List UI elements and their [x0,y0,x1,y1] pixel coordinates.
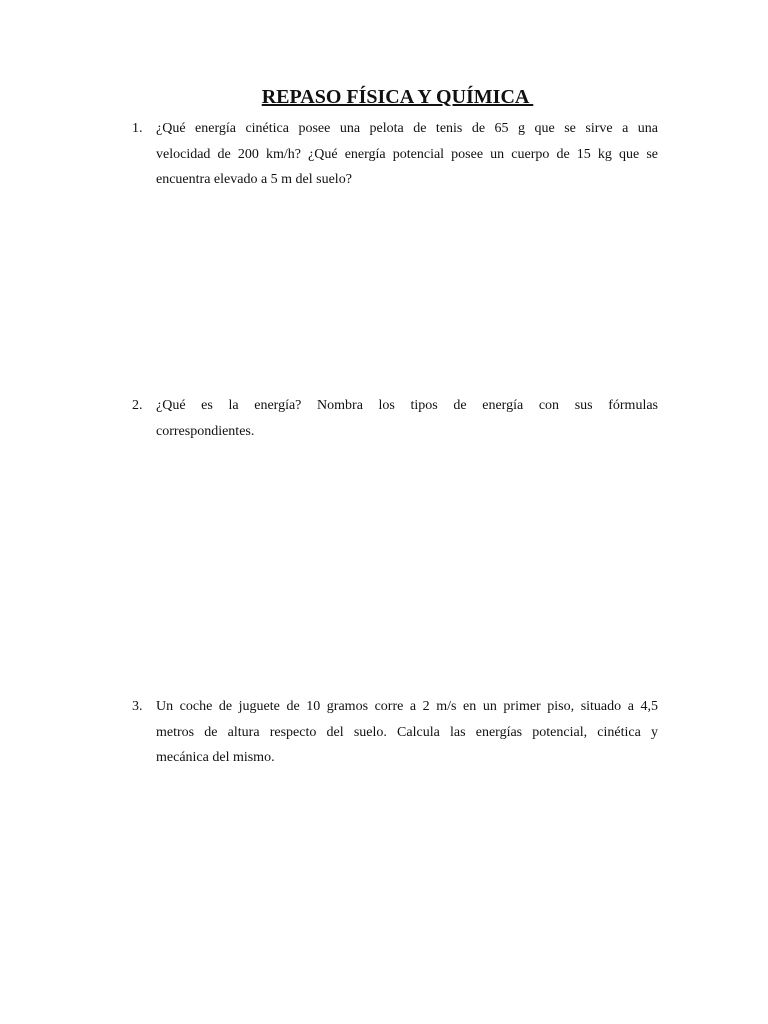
question-2 [132,393,658,444]
question-text [156,393,658,444]
question-line: encuentra elevado a 5 m del suelo? [156,172,352,187]
question-number: 2. [132,398,143,413]
question-text [156,694,658,771]
question-line: velocidad de 200 km/h? ¿Qué energía potencial posee un cuerpo de 15 kg que se [156,146,658,162]
question-line: ¿Qué energía cinética posee una pelota de tenis de 65 g que se sirve a una [156,121,658,136]
question-line: mecánica del mismo. [156,750,275,765]
question-text [156,116,658,193]
question-number: 1. [132,121,143,136]
question-1 [132,116,658,193]
question-line: correspondientes. [156,423,255,439]
question-line: metros de altura respecto del suelo. Calcula las energías potencial, cinética y [156,724,658,740]
question-line: Un coche de juguete de 10 gramos corre a 2 m/s en un primer piso, situado a 4,5 [156,699,658,714]
question-number: 3. [132,699,143,714]
page-title: REPASO FÍSICA Y QUÍMICA [261,86,534,108]
question-3 [132,694,658,771]
question-line: ¿Qué es la energía? Nombra los tipos de energía con sus fórmulas [156,398,658,413]
